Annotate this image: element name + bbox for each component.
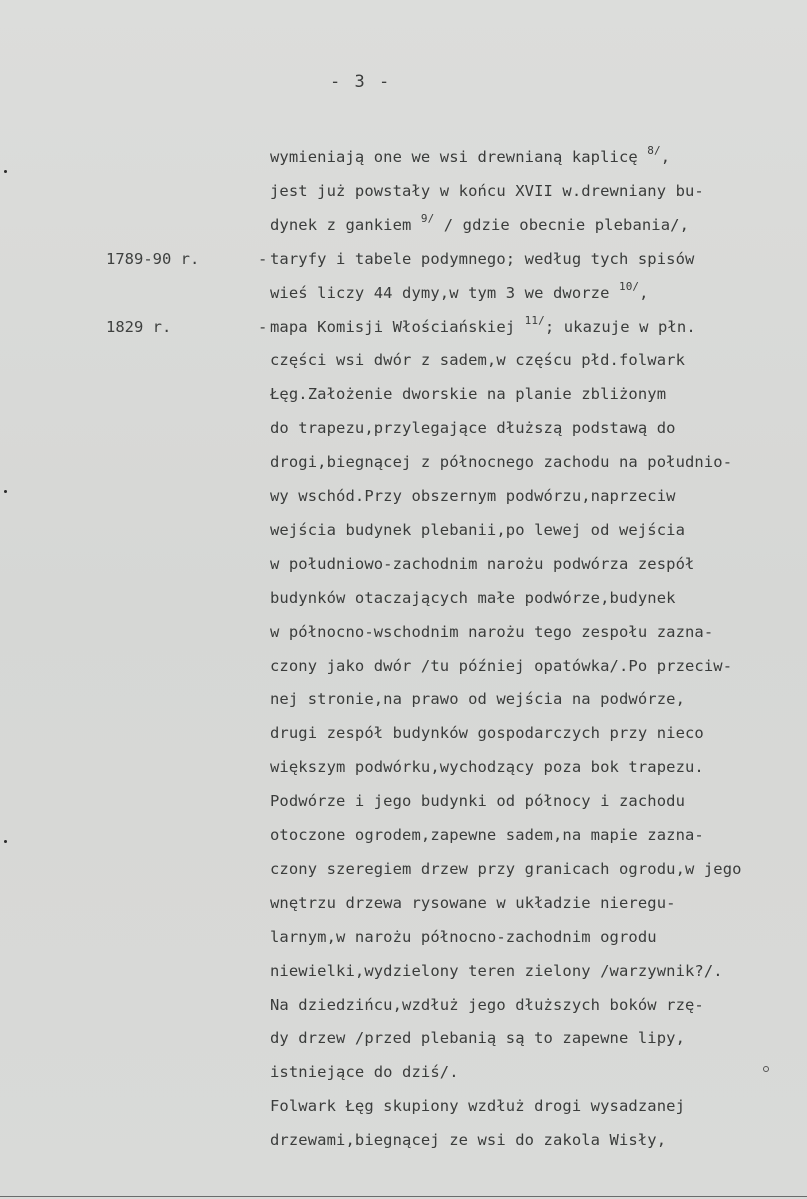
line-main-text: drogi,biegnącej z północnego zachodu na południo- [270, 453, 733, 472]
line-main-text: dy drzew /przed plebanią są to zapewne lipy, [270, 1029, 685, 1048]
text-line [0, 886, 807, 920]
bottom-edge [0, 1196, 807, 1197]
entry-dash: - [258, 249, 268, 268]
footnote-ref: 8/ [647, 144, 661, 157]
text-line [0, 174, 807, 208]
line-tail-text: / gdzie obecnie plebania/, [434, 215, 690, 234]
text-line [0, 1089, 807, 1123]
line-main-text: wejścia budynek plebanii,po lewej od wejścia [270, 520, 685, 539]
text-line [0, 682, 807, 716]
text-line [0, 920, 807, 954]
text-line [0, 1055, 807, 1089]
line-main-text: istniejące do dziś/. [270, 1063, 459, 1082]
text-line [0, 581, 807, 615]
line-text [270, 784, 685, 818]
entry-dash: - [258, 317, 268, 336]
line-text [270, 1021, 685, 1055]
line-text [270, 750, 704, 784]
line-main-text: otoczone ogrodem,zapewne sadem,na mapie zazna- [270, 826, 704, 844]
text-line [0, 411, 807, 445]
line-main-text: taryfy i tabele podymnego; według tych spisów [270, 249, 695, 268]
line-main-text: drzewami,biegnącej ze wsi do zakola Wisły, [270, 1131, 667, 1150]
line-main-text: drugi zespół budynków gospodarczych przy nieco [270, 724, 704, 743]
text-line [0, 208, 807, 242]
text-line [0, 242, 807, 276]
footnote-ref: 11/ [524, 313, 545, 327]
line-text [270, 682, 685, 716]
text-line [0, 1123, 807, 1157]
line-text [270, 1055, 459, 1089]
text-line [0, 818, 807, 852]
text-line [0, 716, 807, 750]
punch-mark [763, 1066, 769, 1072]
line-main-text: wy wschód.Przy obszernym podwórzu,naprzeciw [270, 487, 676, 505]
line-text [270, 411, 676, 445]
text-line [0, 343, 807, 377]
line-main-text: w północno-wschodnim narożu tego zespołu zazna- [270, 622, 714, 641]
line-tail-text: , [639, 283, 649, 302]
line-main-text: w południowo-zachodnim narożu podwórza zespół [270, 554, 695, 573]
line-text [270, 276, 649, 310]
line-text [270, 547, 694, 581]
text-line [0, 649, 807, 683]
text-line [0, 513, 807, 547]
line-tail-text: , [660, 148, 671, 166]
line-text [270, 377, 666, 411]
line-main-text: larnym,w narożu północno-zachodnim ogrodu [270, 927, 657, 946]
line-text [270, 954, 723, 988]
line-text [270, 920, 657, 954]
line-text [270, 886, 676, 920]
line-main-text: niewielki,wydzielony teren zielony /warzywnik?/. [270, 961, 723, 980]
text-line [0, 445, 807, 479]
line-main-text: budynków otaczających małe podwórze,budynek [270, 588, 676, 607]
line-text [270, 1089, 685, 1123]
page-number: - 3 - [330, 72, 392, 92]
line-text [270, 818, 704, 852]
line-text [270, 343, 685, 377]
text-line [0, 988, 807, 1022]
line-main-text: dynek z gankiem [270, 215, 421, 234]
line-text [270, 310, 696, 344]
line-text [270, 208, 689, 242]
line-tail-text: ; ukazuje w płn. [544, 317, 696, 336]
line-text [270, 513, 685, 547]
line-main-text: do trapezu,przylegające dłuższą podstawą do [270, 419, 676, 438]
line-text [270, 615, 713, 649]
text-line [0, 310, 807, 344]
line-main-text: wieś liczy 44 dymy,w tym 3 we dworze [270, 283, 619, 302]
line-text [270, 852, 742, 886]
line-main-text: większym podwórku,wychodzący poza bok trapezu. [270, 758, 704, 777]
line-text [270, 581, 676, 615]
line-main-text: jest już powstały w końcu XVII w.drewniany bu- [270, 181, 704, 200]
line-text [270, 242, 694, 276]
line-main-text: czony szeregiem drzew przy granicach ogrodu,w jego [270, 859, 742, 878]
line-text [270, 716, 704, 750]
line-main-text: wymieniają one we wsi drewnianą kaplicę [270, 148, 648, 166]
footnote-ref: 10/ [618, 279, 640, 293]
line-main-text: części wsi dwór z sadem,w częścu płd.folwark [270, 351, 685, 370]
line-main-text: wnętrzu drzewa rysowane w układzie nieregu- [270, 893, 676, 912]
text-line [0, 784, 807, 818]
line-main-text: Folwark Łęg skupiony wzdłuż drogi wysadzanej [270, 1097, 685, 1116]
text-line [0, 377, 807, 411]
line-main-text: Na dziedzińcu,wzdłuż jego dłuższych boków rzę- [270, 995, 704, 1014]
line-main-text: czony jako dwór /tu później opatówka/.Po przeciw- [270, 656, 733, 675]
text-line [0, 547, 807, 581]
date-label: 1829 r. [106, 317, 172, 336]
line-text [270, 1123, 666, 1157]
date-label: 1789-90 r. [106, 249, 200, 268]
text-line [0, 1021, 807, 1055]
text-line [0, 954, 807, 988]
line-main-text: nej stronie,na prawo od wejścia na podwórze, [270, 690, 685, 709]
footnote-ref: 9/ [420, 211, 435, 225]
line-main-text: Łęg.Założenie dworskie na planie zbliżonym [270, 385, 667, 404]
text-line [0, 479, 807, 513]
line-text [270, 140, 670, 174]
text-line [0, 140, 807, 174]
line-text [270, 479, 676, 513]
text-line [0, 615, 807, 649]
line-text [270, 445, 732, 479]
text-line [0, 852, 807, 886]
line-text [270, 988, 704, 1022]
text-line [0, 750, 807, 784]
line-main-text: Podwórze i jego budynki od północy i zachodu [270, 792, 685, 811]
line-text [270, 174, 704, 208]
line-main-text: mapa Komisji Włościańskiej [270, 317, 525, 336]
text-line [0, 276, 807, 310]
line-text [270, 649, 732, 683]
